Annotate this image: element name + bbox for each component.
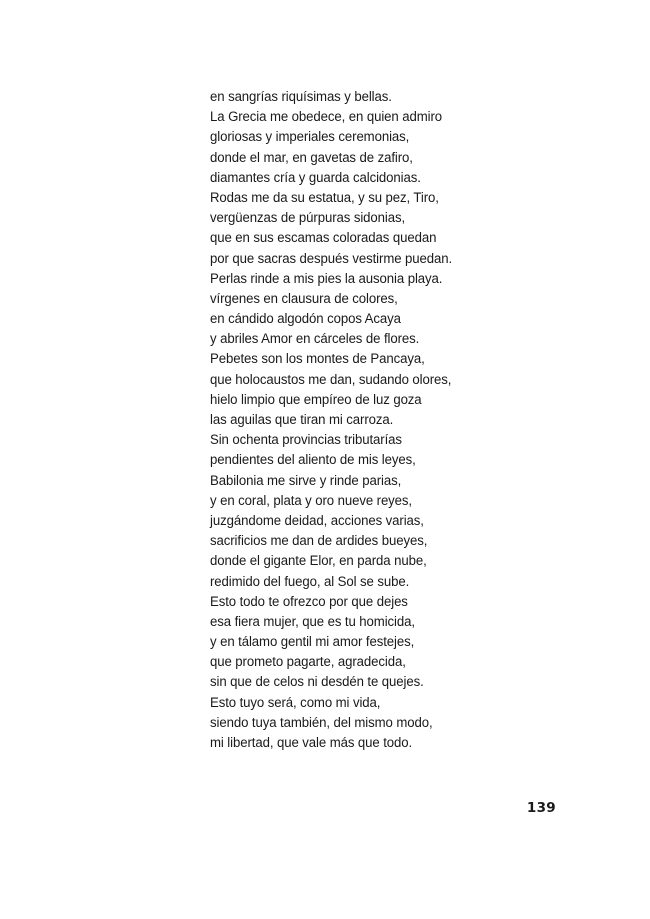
poem-line: que en sus escamas coloradas quedan	[210, 230, 437, 247]
poem-line: Sin ochenta provincias tributarías	[210, 432, 402, 449]
poem-line: las aguilas que tiran mi carroza.	[210, 412, 394, 428]
poem-line: gloriosas y imperiales ceremonias,	[210, 129, 410, 146]
poem-line: Babilonia me sirve y rinde parias,	[210, 472, 402, 489]
poem-line: diamantes cría y guarda calcidonias.	[210, 169, 421, 186]
poem-line: esa fiera mujer, que es tu homicida,	[210, 613, 415, 630]
poem-line: mi libertad, que vale más que todo.	[210, 735, 413, 751]
poem-line: vírgenes en clausura de colores,	[210, 290, 398, 307]
poem-line: siendo tuya también, del mismo modo,	[210, 714, 433, 731]
poem-line: Esto tuyo será, como mi vida,	[210, 694, 381, 711]
poem-line: Esto todo te ofrezco por que dejes	[210, 593, 408, 610]
poem-line: que holocaustos me dan, sudando olores,	[210, 371, 452, 388]
poem-line: y abriles Amor en cárceles de flores.	[210, 331, 420, 348]
poem-line: La Grecia me obedece, en quien admiro	[210, 109, 443, 126]
poem-line: donde el mar, en gavetas de zafiro,	[210, 149, 413, 166]
poem-line: y en tálamo gentil mi amor festejes,	[210, 634, 415, 651]
poem-line: juzgándome deidad, acciones varias,	[210, 512, 424, 529]
poem-line: en sangrías riquísimas y bellas.	[210, 89, 392, 105]
poem-line: pendientes del aliento de mis leyes,	[210, 452, 416, 469]
page-number: 139	[526, 800, 556, 816]
poem-line: sin que de celos ni desdén te quejes.	[210, 674, 424, 691]
poem-line: Perlas rinde a mis pies la ausonia playa.	[210, 270, 443, 287]
poem-line: Pebetes son los montes de Pancaya,	[210, 351, 425, 368]
poem-line: por que sacras después vestirme puedan.	[210, 250, 453, 267]
poem-line: y en coral, plata y oro nueve reyes,	[210, 492, 413, 509]
poem-line: hielo limpio que empíreo de luz goza	[210, 391, 422, 408]
poem-line: vergüenzas de púrpuras sidonias,	[210, 210, 406, 227]
poem-line: en cándido algodón copos Acaya	[210, 311, 401, 328]
poem-line: sacrificios me dan de ardides bueyes,	[210, 533, 428, 550]
poem-line: que prometo pagarte, agradecida,	[210, 654, 406, 671]
poem-text	[210, 87, 510, 753]
poem-line: redimido del fuego, al Sol se sube.	[210, 573, 410, 590]
poem-line: donde el gigante Elor, en parda nube,	[210, 553, 427, 570]
poem-line: Rodas me da su estatua, y su pez, Tiro,	[210, 189, 439, 206]
